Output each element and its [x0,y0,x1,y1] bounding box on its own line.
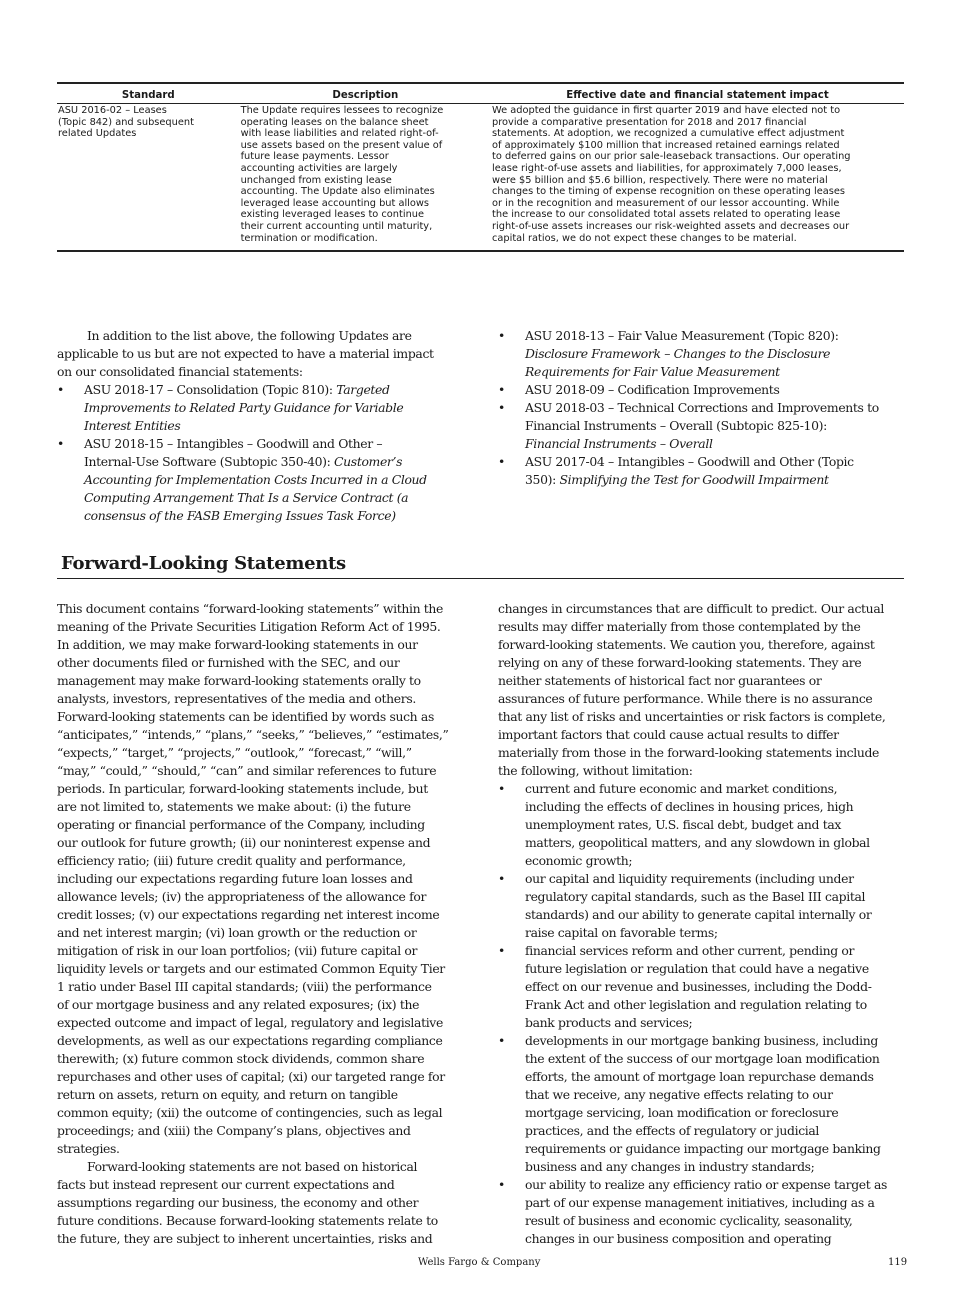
text-line: economic growth; [525,853,633,868]
text-line: efforts, the amount of mortgage loan repurchase demands [525,1069,874,1084]
text-line: with lease liabilities and related right-of- [240,128,439,140]
cell-description [240,104,491,252]
text-line: other documents filed or furnished with the SEC, and our [57,655,400,670]
text-line: leveraged lease accounting but allows [240,197,430,209]
text-line [525,363,908,381]
table-header-row [57,83,904,104]
text-line: Frank Act and other legislation and regulation relating to [525,997,867,1012]
text-line: meaning of the Private Securities Litigation Reform Act of 1995. [57,619,441,634]
text-segment: ASU 2018-17 – Consolidation (Topic 810): [84,382,337,397]
text-line: were $5 billion and $5.6 billion, respectively. There were no material [492,174,828,186]
text-line: right-of-use assets increases our risk-weighted assets and decreases our [492,220,850,232]
text-line: part of our expense management initiatives, including as a [525,1195,875,1210]
text-line: forward-looking statements. We caution you, therefore, against [498,637,875,652]
list-item [498,1032,908,1176]
text-line: capital ratios, we do not expect these changes to be material. [492,232,797,244]
cell-line: ASU 2016-02 – Leases [58,105,167,116]
text-line: 1 ratio under Basel III capital standards; (viii) the performance [57,979,432,994]
text-line [525,435,908,453]
text-line: future lease payments. Lessor [240,151,389,163]
text-line: the increase to our consolidated total assets related to operating lease [492,209,841,221]
text-line: • financial services reform and other current, pending or [525,943,855,958]
text-line [525,327,908,345]
table-row [57,104,904,252]
text-segment: ASU 2018-15 – Intangibles – Goodwill and Other – [84,436,383,451]
forward-looking-left-column [57,600,467,1248]
section-heading: Forward-Looking Statements [61,553,346,574]
text-line: relying on any of these forward-looking statements. They are [498,655,862,670]
text-line: accounting activities are largely [240,162,398,174]
updates-right-list [498,327,908,489]
text-line [525,471,908,489]
italic-title: Customer’s [334,454,403,469]
forward-looking-right-column [498,600,908,1248]
header-standard: Standard [57,83,240,104]
text-line: of approximately $100 million that increased retained earnings related [492,139,840,151]
text-line: • our ability to realize any efficiency ratio or expense target as [525,1177,888,1192]
text-line: allowance levels; (iv) the appropriateness of the allowance for [57,889,427,904]
text-segment: 350): [525,472,560,487]
text-line: important factors that could cause actual results to differ [498,727,839,742]
cell-line: related Updates [58,128,137,140]
text-line: therewith; (x) future common stock dividends, common share [57,1051,425,1066]
text-line: changes in circumstances that are difficult to predict. Our actual [498,601,884,616]
risk-factor-list [498,780,908,1248]
italic-title: Improvements to Related Party Guidance for Variable [84,400,404,415]
text-line: applicable to us but are not expected to have a material impact [57,346,434,361]
text-line: Forward-looking statements are not based on historical [87,1159,418,1174]
text-line: provide a comparative presentation for 2018 and 2017 financial [492,116,807,128]
text-line: assumptions regarding our business, the economy and other [57,1195,419,1210]
text-line [525,381,908,399]
text-line: repurchases and other uses of capital; (xi) our targeted range for [57,1069,445,1084]
text-line: liquidity levels or targets and our estimated Common Equity Tier [57,961,445,976]
text-line: bank products and services; [525,1015,693,1030]
text-line: strategies. [57,1141,120,1156]
text-line: efficiency ratio; (iii) future credit quality and performance, [57,853,406,868]
text-line [525,399,908,417]
section-heading-block [57,552,904,579]
footer-company: Wells Fargo & Company [418,1257,541,1268]
text-line: including the effects of declines in housing prices, high [525,799,854,814]
italic-title: Accounting for Implementation Costs Incurred in a Cloud [84,472,427,487]
cell-line: (Topic 842) and subsequent [58,116,194,128]
text-line: existing leveraged leases to continue [240,209,425,221]
text-segment: ASU 2018-13 – Fair Value Measurement (Topic 820): [525,328,839,343]
text-line [525,345,908,363]
text-line: changes to the timing of expense recognition on these operating leases [492,186,845,198]
text-line: periods. In particular, forward-looking statements include, but [57,781,428,796]
text-line: result of business and economic cyclicality, seasonality, [525,1213,853,1228]
text-line: materially from those in the forward-looking statements include [498,745,880,760]
italic-title: Financial Instruments – Overall [525,436,713,451]
text-line: analysts, investors, representatives of the media and others. [57,691,416,706]
text-line: matters, geopolitical matters, and any slowdown in global [525,835,870,850]
text-line: our outlook for future growth; (ii) our noninterest expense and [57,835,431,850]
text-line: raise capital on favorable terms; [525,925,718,940]
list-item [498,870,908,942]
italic-title: Targeted [336,382,390,397]
text-line: requirements or guidance impacting our mortgage banking [525,1141,881,1156]
text-line: assurances of future performance. While there is no assurance [498,691,873,706]
paragraph [498,600,908,780]
text-line: use assets based on the present value of [240,139,443,151]
text-line: “anticipates,” “intends,” “plans,” “seeks,” “believes,” “estimates,” [57,727,449,742]
text-line [525,453,908,471]
text-line: operating or financial performance of the Company, including [57,817,425,832]
text-line: the following, without limitation: [498,763,693,778]
italic-title: Simplifying the Test for Goodwill Impairment [559,472,829,487]
list-item [498,942,908,1032]
text-line: Forward-looking statements can be identified by words such as [57,709,434,724]
page-number: 119 [888,1257,908,1268]
text-line: We adopted the guidance in first quarter 2019 and have elected not to [492,105,841,116]
text-line: “may,” “could,” “should,” “can” and similar references to future [57,763,437,778]
text-line: changes in our business composition and operating [525,1231,832,1246]
text-segment: Internal-Use Software (Subtopic 350-40): [84,454,335,469]
text-line: that any list of risks and uncertainties or risk factors is complete, [498,709,886,724]
text-line [84,399,467,417]
italic-title: Requirements for Fair Value Measurement [525,364,780,379]
text-line: or in the recognition and measurement of our lessor accounting. While [492,197,840,209]
text-line: effect on our revenue and businesses, including the Dodd- [525,979,872,994]
text-line [525,417,908,435]
text-line: termination or modification. [240,232,378,244]
text-segment: ASU 2017-04 – Intangibles – Goodwill and Other (Topic [525,454,854,469]
list-item [498,1176,908,1248]
text-line: In addition to the list above, the following Updates are [87,328,412,343]
list-item [57,381,467,435]
text-line: The Update requires lessees to recognize [240,105,444,116]
text-line [84,417,467,435]
updates-left-list [57,381,467,525]
text-segment: ASU 2018-09 – Codification Improvements [525,382,780,397]
text-line: of our mortgage business and any related exposures; (ix) the [57,997,420,1012]
text-line: management may make forward-looking statements orally to [57,673,421,688]
text-line: future conditions. Because forward-looking statements relate to [57,1213,438,1228]
text-line: • our capital and liquidity requirements (including under [525,871,854,886]
cell-standard [57,104,240,252]
text-line: This document contains “forward-looking statements” within the [57,601,444,616]
text-line: return on assets, return on equity, and return on tangible [57,1087,398,1102]
text-line: In addition, we may make forward-looking statements in our [57,637,418,652]
text-line: credit losses; (v) our expectations regarding net interest income [57,907,440,922]
text-line: accounting. The Update also eliminates [240,186,435,198]
text-line: neither statements of historical fact nor guarantees or [498,673,822,688]
list-item [498,327,908,381]
italic-title: Interest Entities [84,418,181,433]
text-line: practices, and the effects of regulatory or judicial [525,1123,820,1138]
text-line: developments, as well as our expectations regarding compliance [57,1033,443,1048]
text-line: that we receive, any negative effects relating to our [525,1087,833,1102]
paragraph [57,600,467,1158]
text-line: mortgage servicing, loan modification or foreclosure [525,1105,839,1120]
text-line: the future, they are subject to inherent uncertainties, risks and [57,1231,433,1246]
header-description: Description [240,83,491,104]
text-line: regulatory capital standards, such as the Basel III capital [525,889,866,904]
text-segment: Financial Instruments – Overall (Subtopic 825-10): [525,418,827,433]
text-line [84,471,467,489]
accounting-standards-table [57,82,904,252]
list-item [498,381,908,399]
text-line: expected outcome and impact of legal, regulatory and legislative [57,1015,443,1030]
italic-title: Computing Arrangement That Is a Service Contract (a [84,490,409,505]
text-line: their current accounting until maturity, [240,220,433,232]
text-line: including our expectations regarding future loan losses and [57,871,413,886]
text-line: the extent of the success of our mortgage loan modification [525,1051,880,1066]
list-item [498,780,908,870]
list-item [498,453,908,489]
text-line: proceedings; and (xiii) the Company’s plans, objectives and [57,1123,411,1138]
header-effective-date: Effective date and financial statement impact [491,83,904,104]
text-line: common equity; (xii) the outcome of contingencies, such as legal [57,1105,443,1120]
italic-title: Disclosure Framework – Changes to the Disclosure [525,346,831,361]
text-line: “expects,” “target,” “projects,” “outlook,” “forecast,” “will,” [57,745,412,760]
text-line: are not limited to, statements we make about: (i) the future [57,799,411,814]
text-line: • developments in our mortgage banking business, including [525,1033,878,1048]
text-line: unchanged from existing lease [240,174,392,186]
text-line: results may differ materially from those contemplated by the [498,619,861,634]
text-line: mitigation of risk in our loan portfolios; (vii) future capital or [57,943,418,958]
text-line: operating leases on the balance sheet [240,116,429,128]
list-item [498,399,908,453]
updates-intro [57,327,467,381]
text-line: to deferred gains on our prior sale-leaseback transactions. Our operating [492,151,851,163]
text-line: facts but instead represent our current expectations and [57,1177,395,1192]
text-line [84,381,467,399]
text-line: standards) and our ability to generate capital internally or [525,907,872,922]
text-line [84,489,467,507]
text-line [84,435,467,453]
text-line: future legislation or regulation that could have a negative [525,961,869,976]
updates-right-column [498,327,908,489]
paragraph [57,1158,467,1248]
text-line [84,507,467,525]
text-segment: ASU 2018-03 – Technical Corrections and Improvements to [525,400,879,415]
text-line: and net interest margin; (vi) loan growth or the reduction or [57,925,417,940]
cell-impact [491,104,904,252]
text-line: statements. At adoption, we recognized a cumulative effect adjustment [492,128,845,140]
text-line: • current and future economic and market conditions, [525,781,838,796]
text-line [84,453,467,471]
text-line: unemployment rates, U.S. fiscal debt, budget and tax [525,817,842,832]
text-line: on our consolidated financial statements: [57,364,303,379]
italic-title: consensus of the FASB Emerging Issues Task Force) [84,508,396,523]
list-item [57,435,467,525]
text-line: business and any changes in industry standards; [525,1159,815,1174]
text-line: lease right-of-use assets and liabilities, for approximately 7,000 leases, [492,162,842,174]
updates-left-column [57,327,467,525]
